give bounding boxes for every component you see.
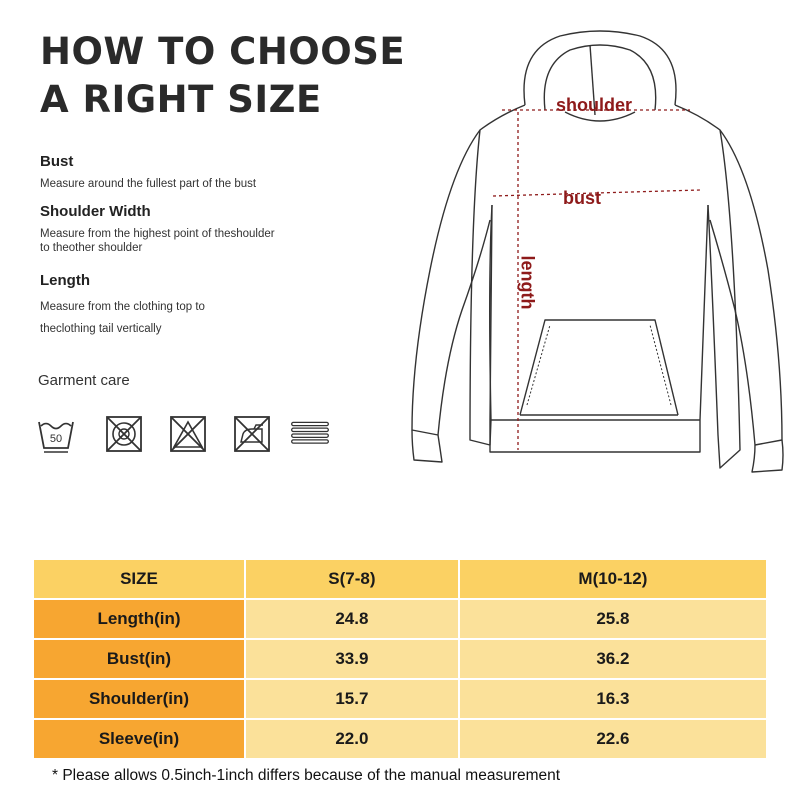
bust-label: bust (563, 188, 601, 208)
cell-value: 24.8 (245, 599, 459, 639)
page-title (40, 28, 406, 124)
table-row (33, 719, 767, 759)
length-heading: Length (40, 272, 90, 289)
no-tumble-dry-icon (104, 414, 144, 454)
dry-flat-icon (290, 414, 330, 454)
cell-value: 16.3 (459, 679, 767, 719)
header-m: M(10-12) (459, 559, 767, 599)
row-label: Length(in) (33, 599, 245, 639)
bust-heading: Bust (40, 153, 74, 170)
length-label: length (517, 255, 538, 310)
bust-desc (40, 177, 256, 191)
row-label: Shoulder(in) (33, 679, 245, 719)
table-row (33, 599, 767, 639)
title-line-2: A RIGHT SIZE (40, 78, 322, 121)
wash-30-icon (36, 414, 76, 454)
length-desc-line-2: theclothing tail vertically (40, 323, 162, 335)
table-header-row (33, 559, 767, 599)
header-s: S(7-8) (245, 559, 459, 599)
shoulder-width-heading: Shoulder Width (40, 203, 151, 220)
title-line-1: HOW TO CHOOSE (40, 30, 406, 73)
row-label: Bust(in) (33, 639, 245, 679)
cell-value: 22.6 (459, 719, 767, 759)
length-desc (40, 296, 205, 340)
header-size: SIZE (33, 559, 245, 599)
wash-temp-label: 50 (49, 433, 63, 445)
shoulder-width-desc (40, 227, 275, 255)
bust-desc-line-1: Measure around the fullest part of the bust (40, 178, 257, 190)
table-row (33, 679, 767, 719)
no-iron-icon (232, 414, 272, 454)
cell-value: 36.2 (459, 639, 767, 679)
table-row (33, 639, 767, 679)
shoulder-label: shoulder (556, 95, 633, 115)
cell-value: 25.8 (459, 599, 767, 639)
garment-care-title: Garment care (38, 372, 130, 389)
cell-value: 22.0 (245, 719, 459, 759)
cell-value: 33.9 (245, 639, 459, 679)
length-desc-line-1: Measure from the clothing top to (40, 301, 205, 313)
size-chart-table (32, 558, 768, 760)
no-bleach-icon (168, 414, 208, 454)
measurement-note: * Please allows 0.5inch-1inch differs because of the manual measurement (52, 767, 561, 784)
cell-value: 15.7 (245, 679, 459, 719)
hoodie-diagram (390, 20, 790, 480)
row-label: Sleeve(in) (33, 719, 245, 759)
shoulder-desc-line-2: to theother shoulder (40, 242, 143, 254)
shoulder-desc-line-1: Measure from the highest point of theshoulder (40, 228, 275, 240)
